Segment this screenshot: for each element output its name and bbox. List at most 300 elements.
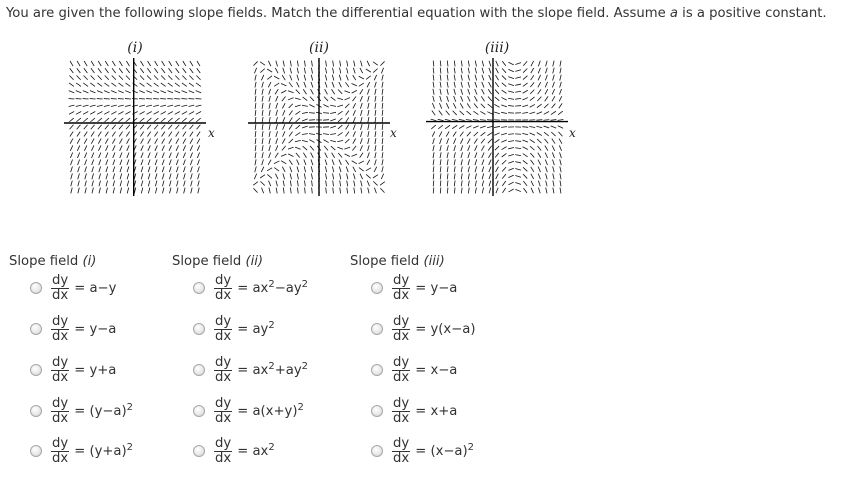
slope-segment <box>361 181 363 187</box>
slope-segment <box>523 61 527 65</box>
answer-option[interactable] <box>9 309 116 349</box>
slope-segment <box>290 61 291 67</box>
slope-segment <box>290 181 291 187</box>
slope-segment <box>134 188 135 194</box>
slope-segment <box>312 61 313 67</box>
slope-segment <box>558 120 564 121</box>
slope-segment <box>155 159 157 165</box>
slope-segment <box>488 97 492 101</box>
slope-segment <box>333 68 334 74</box>
slope-segment <box>515 84 521 85</box>
slope-segment <box>360 103 362 109</box>
answer-option[interactable] <box>350 431 474 471</box>
slope-segment <box>84 132 87 137</box>
slope-segment <box>169 132 172 137</box>
slope-segment <box>553 173 554 179</box>
slope-segment <box>98 139 101 144</box>
slope-segment <box>77 125 81 130</box>
slope-segment <box>297 82 300 87</box>
slope-segment <box>312 188 313 194</box>
slope-segment <box>105 125 109 130</box>
slope-segment <box>559 145 561 150</box>
slope-segment <box>447 166 448 172</box>
slope-segment <box>118 91 124 93</box>
slope-segment <box>473 126 478 128</box>
slope-segment <box>276 117 278 123</box>
slope-segment <box>366 76 371 80</box>
radio-button[interactable] <box>371 405 383 417</box>
slope-segment <box>515 91 521 92</box>
slope-segment <box>373 62 378 65</box>
slope-segment <box>537 104 542 108</box>
slope-segment <box>304 82 306 88</box>
slope-segment <box>160 91 166 93</box>
slope-segment <box>545 167 547 173</box>
slope-segment <box>560 188 561 194</box>
slope-segment <box>262 103 263 109</box>
answer-option[interactable] <box>350 268 457 308</box>
slope-segment <box>330 134 336 135</box>
slope-segment <box>290 173 291 179</box>
slope-segment <box>461 61 462 67</box>
slope-segment <box>368 117 369 123</box>
slope-segment <box>467 139 470 144</box>
slope-segment <box>78 167 80 173</box>
radio-button[interactable] <box>371 364 383 376</box>
slope-segment <box>255 124 256 130</box>
slope-segment <box>127 188 128 194</box>
answer-option[interactable] <box>172 350 308 390</box>
slope-segment <box>98 118 102 122</box>
slope-segment <box>111 111 116 114</box>
slope-segment <box>538 167 540 172</box>
slope-segment <box>440 68 441 74</box>
slope-segment <box>97 111 102 114</box>
answer-column-1 <box>9 254 134 466</box>
slope-field-figure-2 <box>252 40 452 210</box>
slope-segment <box>120 159 122 165</box>
slope-segment <box>126 125 130 130</box>
slope-segment <box>302 105 308 106</box>
slope-segment <box>439 103 441 108</box>
slope-segment <box>262 131 263 137</box>
slope-segment <box>367 61 369 66</box>
slope-segment <box>113 159 115 165</box>
slope-segment <box>333 61 334 67</box>
slope-segment <box>331 146 335 150</box>
slope-segment <box>85 181 87 187</box>
slope-segment <box>439 111 443 116</box>
slope-segment <box>261 167 264 172</box>
slope-segment <box>454 96 456 102</box>
slope-segment <box>523 160 528 164</box>
slope-segment <box>155 167 157 173</box>
slope-segment <box>119 132 122 137</box>
slope-segment <box>482 159 484 165</box>
slope-segment <box>496 61 499 66</box>
slope-segment <box>196 83 201 86</box>
slope-segment <box>297 160 299 165</box>
slope-segment <box>353 131 355 136</box>
slope-segment <box>447 75 448 81</box>
slope-segment <box>262 138 263 144</box>
slope-segment <box>77 132 80 137</box>
slope-segment <box>515 155 521 156</box>
slope-segment <box>366 168 371 171</box>
slope-segment <box>78 181 80 187</box>
slope-segment <box>440 82 441 88</box>
slope-segment <box>553 159 555 165</box>
slope-segment <box>474 139 477 144</box>
slope-segment <box>289 110 292 115</box>
slope-segment <box>302 140 308 141</box>
slope-segment <box>522 127 528 128</box>
slope-segment <box>184 181 186 187</box>
slope-segment <box>375 117 376 123</box>
slope-segment <box>338 153 342 158</box>
radio-button[interactable] <box>371 323 383 335</box>
slope-segment <box>190 61 193 66</box>
slope-segment <box>141 152 143 157</box>
slope-segment <box>475 159 477 165</box>
slope-segment <box>551 111 556 114</box>
slope-segment <box>553 75 555 81</box>
slope-segment <box>552 139 555 144</box>
equation-rhs: = y(x−a) <box>415 321 476 337</box>
slope-segment <box>154 125 158 130</box>
slope-segment <box>281 154 286 156</box>
slope-segment <box>461 166 462 172</box>
slope-segment <box>481 146 484 151</box>
slope-segment <box>560 68 561 74</box>
answer-option[interactable] <box>172 391 304 431</box>
radio-button[interactable] <box>371 282 383 294</box>
answer-option[interactable] <box>172 268 308 308</box>
slope-segment <box>367 82 370 87</box>
radio-button[interactable] <box>193 445 205 457</box>
answer-option[interactable] <box>9 431 133 471</box>
slope-segment <box>481 139 485 144</box>
radio-button[interactable] <box>193 323 205 335</box>
slope-segment <box>501 127 507 128</box>
slope-segment <box>382 103 383 109</box>
answer-option[interactable] <box>9 350 116 390</box>
slope-segment <box>140 68 144 73</box>
answer-option[interactable] <box>172 431 275 471</box>
slope-segment <box>190 132 193 137</box>
slope-segment <box>98 61 101 66</box>
slope-segment <box>433 173 434 179</box>
slope-segment <box>71 167 73 173</box>
slope-segment <box>78 174 80 180</box>
slope-segment <box>162 159 164 165</box>
slope-segment <box>282 139 285 144</box>
slope-segment <box>433 166 434 172</box>
slope-segment <box>367 89 369 95</box>
slope-segment <box>98 145 101 150</box>
slope-segment <box>482 153 484 158</box>
slope-segment <box>454 152 455 158</box>
slope-segment <box>91 139 94 144</box>
slope-segment <box>147 68 151 73</box>
answer-option[interactable] <box>9 391 133 431</box>
slope-segment <box>475 75 477 81</box>
slope-segment <box>161 111 166 114</box>
slope-segment <box>283 110 285 115</box>
radio-button[interactable] <box>30 282 42 294</box>
slope-segment <box>255 131 256 137</box>
slope-segment <box>346 68 347 74</box>
slope-segment <box>267 174 272 178</box>
slope-segment <box>77 145 80 150</box>
slope-segment <box>326 173 327 179</box>
slope-segment <box>502 68 506 72</box>
slope-segment <box>155 61 158 66</box>
slope-segment <box>375 103 376 109</box>
slope-segment <box>531 167 534 172</box>
slope-segment <box>120 181 122 187</box>
slope-segment <box>309 105 314 108</box>
slope-segment <box>69 118 73 122</box>
slope-segment <box>276 124 278 130</box>
answer-option[interactable] <box>9 268 116 308</box>
slope-segment <box>468 145 470 150</box>
slope-segment <box>508 77 514 79</box>
slope-segment <box>353 75 356 80</box>
slope-segment <box>347 61 348 67</box>
slope-segment <box>502 167 506 171</box>
slope-segment <box>560 152 562 158</box>
slope-segment <box>111 91 117 93</box>
slope-segment <box>468 159 470 165</box>
slope-segment <box>326 61 327 67</box>
slope-segment <box>175 91 181 93</box>
slope-segment <box>125 105 131 106</box>
slope-segment <box>324 146 328 151</box>
slope-segment <box>367 160 370 165</box>
slope-segment <box>77 139 80 144</box>
slope-segment <box>295 98 301 100</box>
slope-segment <box>488 89 491 94</box>
slope-segment <box>99 174 101 180</box>
slope-segment <box>467 103 470 108</box>
slope-segment <box>255 117 256 123</box>
slope-segment <box>175 76 179 80</box>
radio-button[interactable] <box>193 282 205 294</box>
slope-segment <box>558 111 563 115</box>
answer-option[interactable] <box>350 350 457 390</box>
slope-segment <box>283 174 285 180</box>
slope-segment <box>333 173 334 179</box>
slope-segment <box>454 61 455 67</box>
slope-segment <box>338 111 343 114</box>
slope-segment <box>475 188 476 194</box>
slope-segment <box>304 180 305 186</box>
radio-button[interactable] <box>30 405 42 417</box>
derivative-fraction: $\frac{dy}{dx}$ <box>215 272 232 303</box>
slope-segment <box>452 119 458 120</box>
slope-segment <box>255 75 256 81</box>
slope-segment <box>139 105 145 106</box>
slope-segment <box>282 75 285 80</box>
slope-segment <box>544 139 548 144</box>
slope-segment <box>153 105 159 106</box>
slope-segment <box>290 167 292 173</box>
slope-segment <box>433 159 434 165</box>
slope-segment <box>382 166 384 172</box>
answer-option[interactable] <box>350 309 475 349</box>
slope-segment <box>269 138 270 144</box>
equation-rhs: = y−a <box>415 280 458 296</box>
slope-segment <box>325 159 327 165</box>
slope-segment <box>482 174 484 180</box>
slope-segment <box>508 91 514 92</box>
slope-segment <box>552 82 554 88</box>
slope-segment <box>198 181 200 187</box>
slope-segment <box>198 188 199 194</box>
radio-button[interactable] <box>371 445 383 457</box>
slope-segment <box>134 174 136 180</box>
slope-segment <box>466 126 471 129</box>
slope-segment <box>553 181 554 187</box>
slope-segment <box>274 76 279 79</box>
slope-segment <box>296 90 300 94</box>
slope-segment <box>176 61 179 66</box>
slope-segment <box>126 83 131 86</box>
slope-segment <box>552 89 554 94</box>
slope-segment <box>326 180 327 186</box>
slope-segment <box>374 188 376 194</box>
slope-segment <box>375 131 376 137</box>
slope-segment <box>127 167 129 173</box>
slope-segment <box>529 112 535 114</box>
slope-segment <box>530 82 534 87</box>
derivative-fraction: $\frac{dy}{dx}$ <box>215 395 232 426</box>
slope-segment <box>523 90 528 93</box>
slope-segment <box>545 89 548 94</box>
slope-segment <box>105 118 109 122</box>
slope-segment <box>559 103 562 108</box>
radio-button[interactable] <box>193 405 205 417</box>
slope-segment <box>373 181 377 185</box>
slope-segment <box>147 111 152 114</box>
slope-segment <box>440 138 442 144</box>
slope-segment <box>126 132 129 137</box>
slope-segment <box>255 145 256 151</box>
slope-segment <box>275 153 278 158</box>
answer-option[interactable] <box>172 309 275 349</box>
slope-segment <box>168 91 174 93</box>
slope-segment <box>83 118 87 122</box>
slope-segment <box>552 152 554 158</box>
slope-segment <box>262 117 263 123</box>
slope-segment <box>552 146 555 151</box>
slope-segment <box>311 173 312 179</box>
slope-segment <box>189 83 194 86</box>
slope-segment <box>347 181 348 187</box>
slope-segment <box>267 168 272 171</box>
slope-segment <box>304 159 306 165</box>
slope-segment <box>197 152 199 157</box>
slope-segment <box>546 181 547 187</box>
slope-segment <box>154 118 158 122</box>
slope-segment <box>475 145 478 150</box>
slope-segment <box>382 117 383 123</box>
slope-segment <box>91 61 94 66</box>
slope-segment <box>346 117 349 122</box>
slope-segment <box>482 89 485 94</box>
slope-segment <box>69 105 75 106</box>
slope-segment <box>359 76 364 79</box>
slope-segment <box>460 111 464 115</box>
slope-segment <box>447 138 449 144</box>
slope-segment <box>453 111 457 115</box>
slope-segment <box>189 105 195 106</box>
equation-rhs: = $(y+a)^2$ <box>74 441 134 459</box>
radio-button[interactable] <box>30 323 42 335</box>
slope-segment <box>76 111 81 114</box>
slope-segment <box>162 61 165 66</box>
slope-segment <box>112 139 115 144</box>
slope-segment <box>84 125 88 130</box>
slope-segment <box>515 77 521 78</box>
slope-segment <box>289 125 292 130</box>
slope-segment <box>330 105 336 106</box>
answer-option[interactable] <box>350 391 457 431</box>
slope-segment <box>345 104 349 108</box>
slope-segment <box>120 174 122 180</box>
slope-segment <box>538 89 541 94</box>
slope-segment <box>297 180 298 186</box>
slope-segment <box>373 175 378 178</box>
slope-segment <box>125 91 131 93</box>
slope-segment <box>283 131 285 136</box>
slope-segment <box>333 188 334 194</box>
slope-segment <box>368 145 370 151</box>
slope-segment <box>495 146 499 150</box>
slope-segment <box>84 61 87 66</box>
slope-segment <box>494 104 499 107</box>
slope-segment <box>176 132 179 137</box>
slope-segment <box>353 117 355 122</box>
slope-segment <box>113 188 114 194</box>
slope-segment <box>352 154 357 156</box>
radio-button[interactable] <box>193 364 205 376</box>
radio-button[interactable] <box>30 445 42 457</box>
slope-segment <box>502 174 506 179</box>
slope-segment <box>447 159 448 165</box>
slope-segment <box>155 181 157 187</box>
slope-segment <box>495 82 499 87</box>
slope-segment <box>340 173 341 179</box>
slope-segment <box>360 174 363 179</box>
slope-segment <box>515 106 521 107</box>
slope-segment <box>141 61 144 66</box>
radio-button[interactable] <box>30 364 42 376</box>
slope-segment <box>297 75 299 81</box>
slope-segment <box>254 174 256 179</box>
slope-segment <box>508 105 514 106</box>
slope-segment <box>283 181 284 187</box>
slope-field-figure-3 <box>430 40 630 210</box>
slope-segment <box>494 126 500 127</box>
slope-segment <box>269 96 271 102</box>
slope-segment <box>325 153 328 158</box>
slope-segment <box>147 76 151 80</box>
figure-label: (iii) <box>484 40 510 56</box>
slope-segment <box>353 174 355 180</box>
slope-segment <box>262 159 264 165</box>
